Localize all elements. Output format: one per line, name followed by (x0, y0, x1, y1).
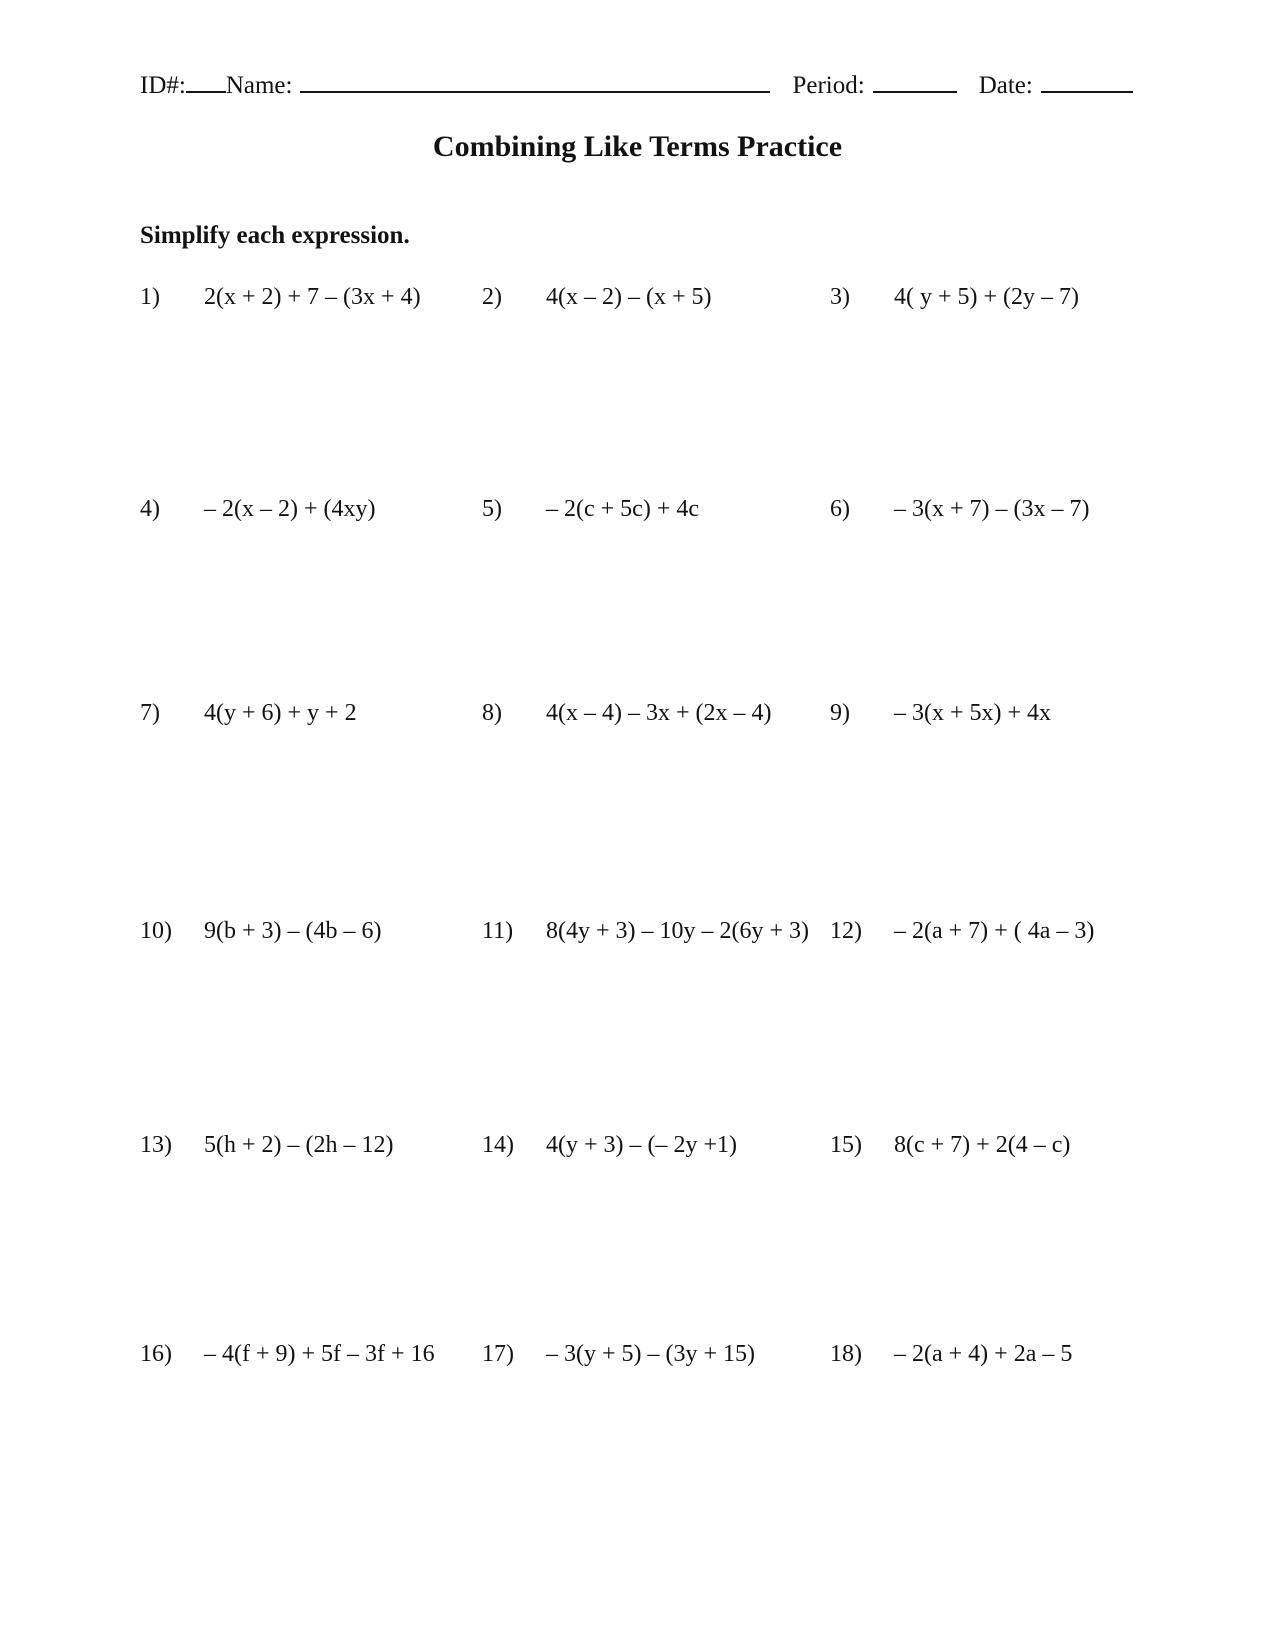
problem-expression: 4( y + 5) + (2y – 7) (894, 284, 1080, 310)
problem-expression: 4(y + 3) – (– 2y +1) (546, 1132, 738, 1158)
problem-expression: 9(b + 3) – (4b – 6) (204, 918, 382, 944)
problem-10 (140, 918, 482, 945)
problem-number: 6) (830, 496, 850, 522)
problem-number: 5) (482, 496, 502, 522)
problem-number: 9) (830, 700, 850, 726)
id-label: ID#: (140, 72, 186, 100)
period-blank (873, 70, 957, 93)
problem-number: 12) (830, 918, 862, 944)
problem-row-2 (140, 496, 1235, 523)
problem-number: 4) (140, 496, 160, 522)
problem-12 (830, 918, 1235, 945)
page-title: Combining Like Terms Practice (432, 130, 843, 163)
problem-number: 14) (482, 1132, 514, 1158)
id-blank (186, 70, 226, 93)
problem-row-6 (140, 1341, 1235, 1368)
problem-11 (482, 918, 830, 945)
problem-8 (482, 700, 830, 727)
problem-15 (830, 1132, 1235, 1159)
problem-3 (830, 284, 1235, 311)
problem-expression: 4(y + 6) + y + 2 (204, 700, 357, 726)
problem-expression: 5(h + 2) – (2h – 12) (204, 1132, 394, 1158)
problem-18 (830, 1341, 1235, 1368)
problem-number: 8) (482, 700, 502, 726)
problem-13 (140, 1132, 482, 1159)
header-line (140, 70, 1145, 100)
problem-expression: – 4(f + 9) + 5f – 3f + 16 (204, 1341, 435, 1367)
problem-row-3 (140, 700, 1235, 727)
problem-17 (482, 1341, 830, 1368)
problem-number: 10) (140, 918, 172, 944)
problem-expression: – 2(a + 7) + ( 4a – 3) (894, 918, 1095, 944)
date-blank (1041, 70, 1133, 93)
problem-expression: – 3(x + 7) – (3x – 7) (894, 496, 1090, 522)
problem-expression: 2(x + 2) + 7 – (3x + 4) (204, 284, 421, 310)
problem-number: 18) (830, 1341, 862, 1367)
period-label: Period: (792, 72, 865, 100)
name-label: Name: (225, 72, 293, 100)
problem-14 (482, 1132, 830, 1159)
problem-expression: 8(c + 7) + 2(4 – c) (894, 1132, 1071, 1158)
problem-expression: 8(4y + 3) – 10y – 2(6y + 3) (546, 918, 810, 944)
problem-2 (482, 284, 830, 311)
problem-number: 15) (830, 1132, 862, 1158)
problem-expression: – 3(x + 5x) + 4x (894, 700, 1052, 726)
problem-number: 3) (830, 284, 850, 310)
problem-expression: – 2(c + 5c) + 4c (546, 496, 700, 522)
instructions: Simplify each expression. (140, 222, 410, 249)
problem-number: 7) (140, 700, 160, 726)
problem-row-5 (140, 1132, 1235, 1159)
problem-7 (140, 700, 482, 727)
problem-expression: 4(x – 2) – (x + 5) (546, 284, 712, 310)
problem-expression: – 2(x – 2) + (4xy) (204, 496, 376, 522)
problem-number: 16) (140, 1341, 172, 1367)
problem-expression: – 2(a + 4) + 2a – 5 (894, 1341, 1073, 1367)
problem-4 (140, 496, 482, 523)
problem-row-4 (140, 918, 1235, 945)
problem-expression: 4(x – 4) – 3x + (2x – 4) (546, 700, 772, 726)
problem-number: 11) (482, 918, 514, 944)
date-label: Date: (978, 72, 1033, 100)
problem-5 (482, 496, 830, 523)
problem-number: 17) (482, 1341, 514, 1367)
problem-number: 13) (140, 1132, 172, 1158)
problem-number: 2) (482, 284, 502, 310)
problem-16 (140, 1341, 482, 1368)
problem-number: 1) (140, 284, 160, 310)
problem-row-1 (140, 284, 1235, 311)
problem-6 (830, 496, 1235, 523)
problem-9 (830, 700, 1235, 727)
problem-expression: – 3(y + 5) – (3y + 15) (546, 1341, 756, 1367)
problem-1 (140, 284, 482, 311)
name-blank (300, 70, 770, 93)
